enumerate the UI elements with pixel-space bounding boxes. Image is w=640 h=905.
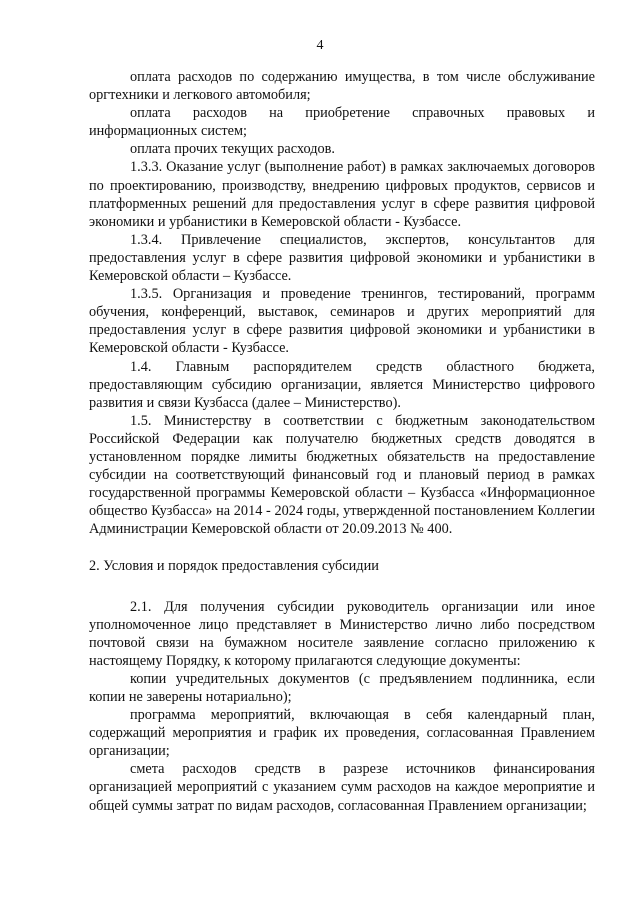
paragraph-expense-other: оплата прочих текущих расходов.: [130, 141, 336, 158]
paragraph-1-5: 1.5. Министерству в соответствии с бюджетным законодательством Российской Федерации как получателю бюджетных средств доводятся в установленном порядке лимиты бюджетных обязательств на предоставление субсидии на соответствующий финансовый год и плановый период в рамках государственной программы Кемеровской области – Кузбасса «Информационное общество Кузбасса» на 2014 - 2024 годы, утвержденной постановлением Коллегии Администрации Кемеровской области от 20.09.2013 № 400.: [89, 412, 595, 538]
paragraph-2-1: 2.1. Для получения субсидии руководитель организации или иное уполномоченное лицо представляет в Министерство лично либо посредством почтовой связи на бумажном носителе заявление согласно приложению к настоящему Порядку, к которому прилагаются следующие документы:: [89, 598, 595, 669]
paragraph-1-3-5: 1.3.5. Организация и проведение тренингов, тестирований, программ обучения, конференций, выставок, семинаров и других мероприятий для предоставления услуг в сфере развития цифровой экономики и урбанистики в Кемеровской области - Кузбассе.: [89, 286, 595, 357]
page-number: 4: [316, 38, 324, 53]
paragraph-1-3-4: 1.3.4. Привлечение специалистов, экспертов, консультантов для предоставления услуг в сфере развития цифровой экономики и урбанистики в Кемеровской области – Кузбассе.: [89, 231, 595, 285]
paragraph-expense-property: оплата расходов по содержанию имущества, в том числе обслуживание оргтехники и легкового автомобиля;: [89, 69, 595, 104]
section-heading: 2. Условия и порядок предоставления субсидии: [89, 558, 379, 575]
paragraph-expense-legal-systems: оплата расходов на приобретение справочных правовых и информационных систем;: [89, 105, 595, 140]
paragraph-doc-event-program: программа мероприятий, включающая в себя календарный план, содержащий мероприятия и график их проведения, согласованная Правлением организации;: [89, 707, 595, 760]
paragraph-1-3-3: 1.3.3. Оказание услуг (выполнение работ) в рамках заключаемых договоров по проектированию, производству, внедрению цифровых продуктов, сервисов и платформенных решений для предоставления услуг в сфере развития цифровой экономики и урбанистики в Кемеровской области - Кузбассе.: [89, 159, 595, 230]
paragraph-doc-cost-estimate: смета расходов средств в разрезе источников финансирования организацией мероприятий с указанием сумм расходов на каждое мероприятие и общей суммы затрат по видам расходов, согласованная Правлением организации;: [89, 761, 595, 814]
document-body: [89, 68, 595, 815]
paragraph-doc-charter-copies: копии учредительных документов (с предъявлением подлинника, если копии не заверены нотариально);: [89, 670, 595, 705]
paragraph-1-4: 1.4. Главным распорядителем средств областного бюджета, предоставляющим субсидию организации, является Министерство цифрового развития и связи Кузбасса (далее – Министерство).: [89, 358, 595, 411]
